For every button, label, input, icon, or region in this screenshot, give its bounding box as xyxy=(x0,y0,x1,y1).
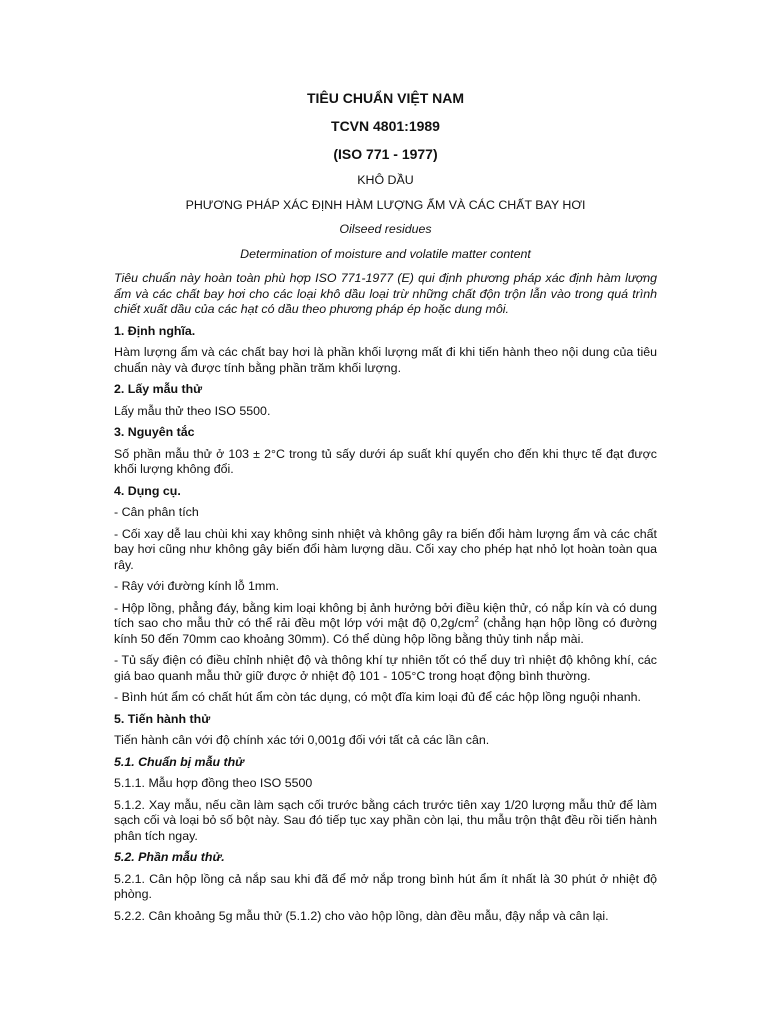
section-4-heading: 4. Dụng cụ. xyxy=(114,483,181,498)
equipment-item: - Cân phân tích xyxy=(114,505,199,519)
standard-number: TCVN 4801:1989 xyxy=(331,118,440,134)
standard-country-title: TIÊU CHUẨN VIỆT NAM xyxy=(306,90,465,106)
method-title: PHƯƠNG PHÁP XÁC ĐỊNH HÀM LƯỢNG ẨM VÀ CÁC CHẤT BAY HƠI xyxy=(185,197,586,212)
section-5-text: Tiến hành cân với độ chính xác tới 0,001g đối với tất cả các lần cân. xyxy=(114,733,490,747)
section-5-2-1: 5.2.1. Cân hộp lồng cả nắp sau khi đã để mở nắp trong bình hút ẩm ít nhất là 30 phút ở nhiệt độ phòng. xyxy=(114,871,657,901)
equipment-item: - Cối xay dễ lau chùi khi xay không sinh nhiệt và không gây ra biến đổi hàm lượng ẩm và các chất bay hơi cũng như không gây biến đổi hàm lượng dầu. Cối xay cho phép hạt nhỏ lọt hoàn toàn qua rây. xyxy=(114,526,657,572)
section-1-text: Hàm lượng ẩm và các chất bay hơi là phần khối lượng mất đi khi tiến hành theo nội dung của tiêu chuẩn này và được tính bằng phần trăm khối lượng. xyxy=(114,345,657,375)
section-3-heading: 3. Nguyên tắc xyxy=(114,425,195,439)
equipment-item: - Bình hút ẩm có chất hút ẩm còn tác dụng, có một đĩa kim loại đủ để các hộp lồng nguội nhanh. xyxy=(114,690,641,704)
equipment-item-4-part-a: - Hộp lồng, phẳng đáy, bằng kim loại không bị ảnh hưởng bởi điều kiện thử, có nắp kín và có dung tích sao cho mẫu thử có thể rải đều một lớp với mật độ 0,2g/cm xyxy=(114,600,657,630)
english-title-2: Determination of moisture and volatile matter content xyxy=(240,246,531,261)
section-1-heading: 1. Định nghĩa. xyxy=(114,323,196,338)
section-2-text: Lấy mẫu thử theo ISO 5500. xyxy=(114,403,271,418)
equipment-item xyxy=(114,601,657,648)
subject-title: KHÔ DẦU xyxy=(357,173,414,187)
english-title-1: Oilseed residues xyxy=(339,222,432,236)
equipment-item-4-part-b: (chẳng hạn hộp lồng có đường kính 50 đến 70mm cao khoảng 30mm). Có thể dùng hộp lồng bằng thủy tinh nắp mài. xyxy=(114,616,657,646)
equipment-item: - Rây với đường kính lỗ 1mm. xyxy=(114,579,280,593)
superscript: 2 xyxy=(474,614,479,624)
section-2-heading: 2. Lấy mẫu thử xyxy=(114,382,203,396)
section-5-2-2: 5.2.2. Cân khoảng 5g mẫu thử (5.1.2) cho vào hộp lồng, dàn đều mẫu, đậy nắp và cân lại. xyxy=(114,908,609,923)
section-5-1-2: 5.1.2. Xay mẫu, nếu cần làm sạch cối trước bằng cách trước tiên xay 1/20 lượng mẫu thử để làm sạch cối và loại bỏ số bột này. Sau đó tiếp tục xay phần còn lại, thu mẫu trộn thật đều rồi tiến hành phân tích ngay. xyxy=(114,797,657,843)
iso-reference: (ISO 771 - 1977) xyxy=(333,146,438,162)
section-5-2-heading: 5.2. Phần mẫu thử. xyxy=(114,850,225,864)
section-5-1-heading: 5.1. Chuẩn bị mẫu thử xyxy=(114,754,245,769)
section-5-heading: 5. Tiến hành thử xyxy=(114,711,211,726)
section-5-1-1: 5.1.1. Mẫu hợp đồng theo ISO 5500 xyxy=(114,776,313,790)
equipment-item: - Tủ sấy điện có điều chỉnh nhiệt độ và thông khí tự nhiên tốt có thể duy trì nhiệt độ không khí, các giá bao quanh mẫu thử giữ được ở nhiệt độ 101 - 105°C trong hoạt động bình thường. xyxy=(114,653,657,683)
document-body xyxy=(114,89,657,930)
section-3-text: Số phần mẫu thử ở 103 ± 2°C trong tủ sấy dưới áp suất khí quyển cho đến khi thực tế đạt được khối lượng không đổi. xyxy=(114,446,657,476)
intro-paragraph: Tiêu chuẩn này hoàn toàn phù hợp ISO 771-1977 (E) qui định phương pháp xác định hàm lượng ẩm và các chất bay hơi cho các loại khô dầu loại trừ những chất độn trộn lẫn vào trong quá trình chiết xuất dầu của các hạt có dầu theo phương pháp ép hoặc dung môi. xyxy=(114,271,657,316)
